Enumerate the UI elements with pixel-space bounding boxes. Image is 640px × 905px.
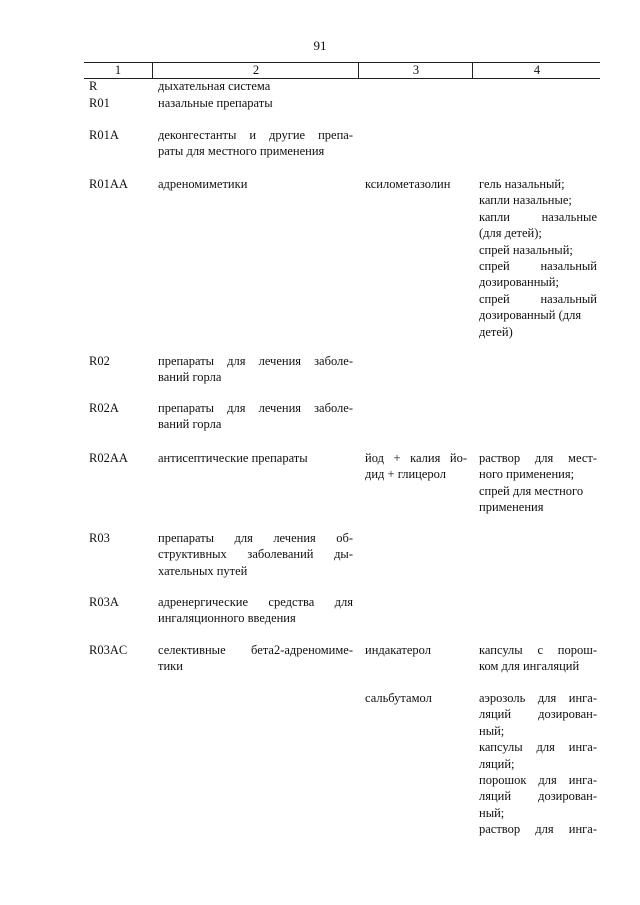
drug-name-line: дид + глицерол [365, 467, 446, 482]
dosage-forms [479, 450, 597, 516]
group-name-line: ваний горла [158, 370, 222, 385]
dosage-form-line: капли назальные; [479, 193, 572, 208]
group-name-line: деконгестанты и другие препа- [158, 128, 353, 142]
dosage-form-line: раствор для мест- [479, 451, 597, 465]
dosage-form-line: порошок для инга- [479, 773, 597, 788]
header-col-3: 3 [358, 63, 473, 78]
drug-name-line: сальбутамол [365, 691, 432, 705]
atc-code: R03AC [89, 643, 128, 657]
drug-name-line: индакатерол [365, 643, 431, 657]
dosage-form-line: ного применения; [479, 467, 575, 482]
dosage-form-line: спрей для местного [479, 483, 584, 498]
dosage-form-line: гель назальный; [479, 177, 565, 191]
dosage-form-line: применения [479, 500, 544, 515]
group-name-line: препараты для лечения об- [158, 531, 353, 545]
atc-group-name [158, 400, 353, 433]
group-name-line: дыхательная система [158, 79, 271, 93]
drug-name-line: йод + калия йо- [365, 451, 467, 465]
group-name-line: назальные препараты [158, 96, 273, 110]
header-col-1: 1 [114, 63, 122, 77]
header-col-4: 4 [472, 63, 601, 78]
atc-code: R02A [89, 401, 119, 415]
atc-group-name [158, 78, 353, 94]
dosage-form-line: дозированный; [479, 275, 559, 290]
group-name-line: хательных путей [158, 563, 248, 578]
group-name-line: адренергические средства для [158, 595, 353, 609]
dosage-form-line: спрей назальный [479, 259, 597, 274]
atc-code: R01AA [89, 177, 128, 191]
atc-code: R03 [89, 531, 110, 545]
group-name-line: препараты для лечения заболе- [158, 354, 353, 368]
drug-name [365, 690, 467, 706]
dosage-form-line: спрей назальный [479, 291, 597, 306]
dosage-form-line: аэрозоль для инга- [479, 691, 597, 705]
drug-name-line: ксилометазолин [365, 177, 451, 191]
group-name-line: адреномиметики [158, 177, 248, 191]
dosage-form-line: (для детей); [479, 226, 542, 241]
drug-name [365, 176, 467, 192]
dosage-form-line: дозированный (для [479, 308, 582, 323]
dosage-form-line: капсулы с порош- [479, 643, 597, 657]
atc-code: R [89, 79, 98, 93]
atc-group-name [158, 127, 353, 160]
atc-group-name [158, 642, 353, 675]
atc-code: R01 [89, 96, 110, 110]
page-number: 91 [313, 38, 327, 53]
dosage-form-line: капли назальные [479, 209, 597, 224]
dosage-form-line: раствор для инга- [479, 822, 597, 837]
dosage-form-line: капсулы для инга- [479, 740, 597, 755]
group-name-line: селективные бета2-адреномиме- [158, 643, 353, 657]
atc-group-name [158, 176, 353, 192]
dosage-form-line: ком для ингаляций [479, 659, 580, 674]
group-name-line: препараты для лечения заболе- [158, 401, 353, 415]
atc-code: R02 [89, 354, 110, 368]
group-name-line: раты для местного применения [158, 144, 325, 159]
group-name-line: ингаляционного введения [158, 611, 296, 626]
header-col-2: 2 [152, 63, 359, 78]
dosage-form-line: ляций дозирован- [479, 789, 597, 804]
dosage-forms [479, 690, 597, 838]
atc-group-name [158, 594, 353, 627]
atc-group-name [158, 95, 353, 111]
atc-code: R01A [89, 128, 119, 142]
dosage-form-line: спрей назальный; [479, 242, 573, 257]
dosage-form-line: ляций дозирован- [479, 707, 597, 722]
dosage-form-line: ляций; [479, 756, 515, 771]
atc-group-name [158, 530, 353, 579]
group-name-line: антисептические препараты [158, 451, 308, 465]
group-name-line: тики [158, 659, 183, 674]
dosage-form-line: детей) [479, 324, 513, 339]
atc-group-name [158, 450, 353, 466]
dosage-form-line: ный; [479, 805, 505, 820]
group-name-line: структивных заболеваний ды- [158, 547, 353, 562]
atc-code: R03A [89, 595, 119, 609]
group-name-line: ваний горла [158, 417, 222, 432]
atc-code: R02AA [89, 451, 128, 465]
atc-group-name [158, 353, 353, 386]
dosage-forms [479, 642, 597, 675]
drug-name [365, 450, 467, 483]
dosage-form-line: ный; [479, 723, 505, 738]
drug-name [365, 642, 467, 658]
dosage-forms [479, 176, 597, 340]
table-header [84, 62, 600, 79]
